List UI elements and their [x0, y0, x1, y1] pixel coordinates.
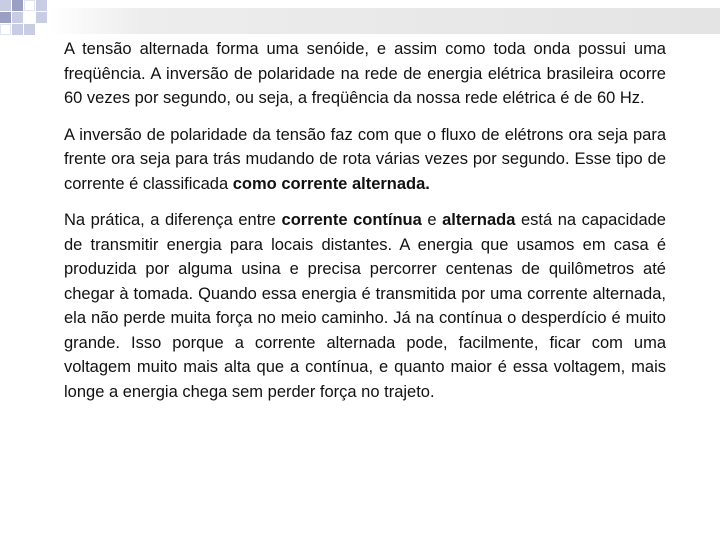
corner-square-decor: [0, 0, 11, 11]
paragraph-text: Na prática, a diferença entre: [64, 211, 282, 229]
bold-term: corrente contínua: [281, 211, 422, 229]
paragraph-text: e: [421, 211, 443, 229]
bold-term: alternada: [442, 211, 516, 229]
header-decor-bar: [0, 8, 720, 34]
paragraph-text: A tensão alternada forma uma senóide, e assim como toda onda possui uma freqüência. A inversão de polaridade na rede de energia elétrica brasileira ocorre 60 vezes por segundo, ou seja, a freqüência da nossa rede elétrica é de 60 Hz.: [64, 40, 666, 107]
paragraph: [64, 208, 666, 404]
paragraph: [64, 37, 666, 111]
corner-square-decor: [0, 24, 11, 35]
corner-square-decor: [36, 12, 47, 23]
corner-square-decor: [12, 0, 23, 11]
bold-term: como corrente alternada.: [232, 174, 430, 193]
corner-square-decor: [24, 0, 35, 11]
corner-square-decor: [12, 24, 23, 35]
slide-body: [64, 37, 666, 416]
paragraph: [64, 123, 666, 197]
corner-square-decor: [12, 12, 23, 23]
paragraph-text: está na capacidade de transmitir energia para locais distantes. A energia que usamos em casa é produzida por alguma usina e precisa percorrer centenas de quilômetros até chegar à tomada. Quando essa energia é transmitida por uma corrente alternada, ela não perde muita força no meio caminho. Já na contínua o desperdício é muito grande. Isso porque a corrente alternada pode, facilmente, ficar com uma voltagem muito mais alta que a contínua, e quanto maior é essa voltagem, mais longe a energia chega sem perder força no trajeto.: [64, 211, 666, 401]
corner-square-decor: [0, 12, 11, 23]
corner-square-decor: [24, 24, 35, 35]
corner-square-decor: [36, 0, 47, 11]
paragraph-text: A inversão de polaridade da tensão faz com que o fluxo de elétrons ora seja para frente ora seja para trás mudando de rota várias vezes por segundo. Esse tipo de corrente é classificada: [64, 125, 666, 193]
